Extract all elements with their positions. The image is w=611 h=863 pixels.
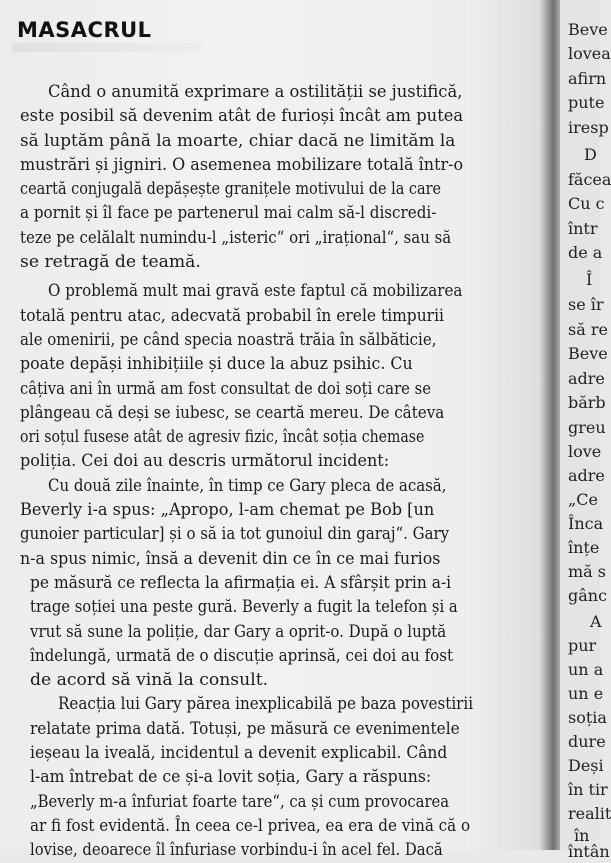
next-page-fragment: Cu c [568, 194, 605, 213]
text-line: mustrări și jigniri. O asemenea mobilizare totală într-o [20, 154, 464, 175]
text-line: ceartă conjugală depășește granițele motivului de la care [20, 179, 442, 200]
next-page-fragment: Beve [568, 344, 608, 363]
next-page-fragment: adre [568, 369, 605, 388]
next-page-fragment: pute [568, 93, 605, 112]
text-line: pe măsură ce reflecta la afirmația ei. A sfârșit prin a-i [30, 572, 452, 593]
next-page-fragment: înțe [568, 538, 600, 557]
text-line: poliția. Cei doi au descris următorul incident: [20, 451, 390, 472]
text-line: „Beverly m-a înfuriat foarte tare“, ca și cum provocarea [30, 791, 450, 812]
body-text [20, 80, 540, 863]
text-line: de acord să vină la consult. [30, 670, 269, 691]
text-line: să luptăm până la moarte, chiar dacă ne limităm la [20, 130, 456, 151]
next-page-fragment: întân [568, 842, 610, 861]
right-page-edge [560, 0, 611, 861]
next-page-fragment: realit [568, 804, 611, 823]
next-page-fragment: Î [586, 270, 593, 289]
next-page-fragment: Înca [568, 514, 604, 533]
next-page-fragment: dure [568, 732, 606, 751]
text-line: ori soțul fusese atât de agresiv fizic, încât soția chemase [20, 427, 425, 448]
next-page-fragment: Deși [568, 756, 604, 775]
next-page-fragment: A [590, 612, 602, 631]
text-line: n-a spus nimic, însă a devenit din ce în ce mai furios [20, 548, 441, 569]
next-page-fragment: un e [568, 684, 604, 703]
text-line: Când o anumită exprimare a ostilității se justifică, [48, 82, 463, 102]
next-page-fragment: adre [568, 466, 605, 485]
next-page-fragment: greu [568, 418, 606, 437]
text-line: îndelungă, urmată de o discuție aprinsă, cei doi au fost [30, 645, 454, 666]
text-line: Beverly i-a spus: „Apropo, l-am chemat pe Bob [un [20, 500, 435, 521]
text-line: vrut să sune la poliție, dar Gary a oprit-o. După o luptă [30, 621, 447, 642]
next-page-fragment: să re [568, 320, 608, 339]
next-page-fragment: pur [568, 636, 597, 655]
text-line: a pornit și îl face pe partenerul mai calm să-l discredi- [20, 203, 437, 224]
text-line: lovise, deoarece îl înfuriase vorbindu-i în acel fel. Dacă [30, 840, 443, 861]
text-line: l-am întrebat de ce și-a lovit soția, Gary a răspuns: [30, 767, 432, 788]
next-page-fragment: gânc [568, 586, 608, 605]
text-line: poate depăși inhibițiile și duce la abuz psihic. Cu [20, 354, 413, 375]
text-line: ale omenirii, pe când specia noastră trăia în sălbăticie, [20, 329, 437, 350]
next-page-fragment: iresp [568, 118, 609, 137]
text-line: plângeau că deși se iubesc, se ceartă mereu. De câteva [20, 402, 445, 423]
next-page-fragment: de a [568, 243, 603, 262]
text-line: este posibil să devenim atât de furioși încât am putea [20, 106, 464, 127]
text-line: trage soției una peste gură. Beverly a fugit la telefon și a [30, 597, 458, 618]
text-line: ieșeau la iveală, incidentul a devenit explicabil. Când [30, 743, 448, 764]
next-page-fragment: Beve [568, 20, 608, 39]
next-page-fragment: într [568, 219, 598, 238]
next-page-fragment: soția [568, 708, 607, 727]
next-page-fragment: D [584, 145, 597, 164]
text-line: relatate prima dată. Totuși, pe măsură ce evenimentele [30, 718, 460, 739]
text-line: Cu două zile înainte, în timp ce Gary pleca de acasă, [48, 475, 447, 496]
text-line: câțiva ani în urmă am fost consultat de doi soți care se [20, 378, 431, 399]
chapter-heading: MASACRUL [17, 18, 152, 42]
next-page-fragment: un a [568, 660, 604, 679]
text-line: se retragă de teamă. [20, 252, 201, 273]
next-page-fragment: în [574, 826, 590, 845]
next-page-fragment: mă s [568, 562, 607, 581]
text-line: ar fi fost evidentă. În ceea ce-l privea, ea era de vină că o [30, 815, 471, 836]
next-page-fragment: făcea [568, 170, 611, 189]
text-line: gunoier particular] și o să ia tot gunoiul din garaj“. Gary [20, 524, 450, 545]
next-page-fragment: bărb [568, 393, 606, 412]
next-page-fragment: în tir [568, 780, 608, 799]
text-line: totală pentru atac, adecvată probabil în erele timpurii [20, 305, 444, 326]
text-line: O problemă mult mai gravă este faptul că mobilizarea [48, 281, 463, 302]
next-page-fragment: se îr [568, 295, 604, 314]
book-gutter [540, 0, 562, 850]
bleed-through-shadow [12, 43, 202, 52]
text-line: teze pe celălalt numindu-l „isteric“ ori „irațional“, sau să [20, 227, 452, 248]
next-page-fragment: „Ce [568, 490, 598, 509]
next-page-fragment: afirn [568, 69, 607, 88]
next-page-fragment: love [568, 442, 602, 461]
next-page-fragment: lovea [568, 44, 611, 63]
text-line: Reacția lui Gary părea inexplicabilă pe baza povestirii [58, 694, 474, 715]
